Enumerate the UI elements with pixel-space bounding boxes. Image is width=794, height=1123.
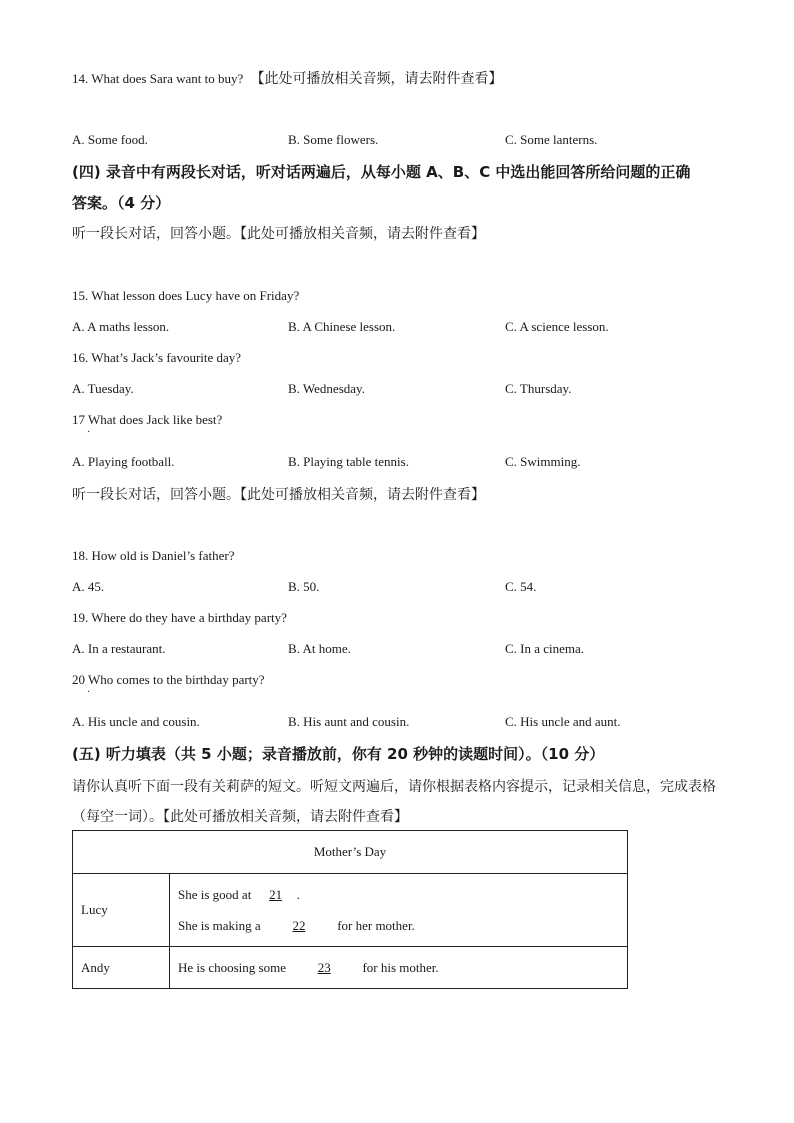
blank-21[interactable]: 21 [269, 887, 283, 902]
section-5-intro-line2: （每空一词）。【此处可播放相关音频，请去附件查看】 [72, 809, 408, 825]
section-5-heading: (五) 听力填表（共 5 小题；录音播放前，你有 20 秒钟的读题时间）。（10 分） [72, 745, 605, 763]
line-text: He is choosing some [178, 960, 290, 975]
q17-option-a: A. Playing football. [72, 454, 175, 469]
table-line [178, 879, 627, 910]
q19-option-c: C. In a cinema. [505, 641, 585, 656]
q15-option-a: A. A maths lesson. [72, 319, 170, 334]
section-4-heading-line2: 答案。（4 分） [72, 194, 171, 212]
row-name-lucy: Lucy [73, 874, 170, 947]
q19-option-a: A. In a restaurant. [72, 641, 166, 656]
row-content-andy [170, 947, 628, 989]
q20-option-b: B. His aunt and cousin. [288, 714, 410, 729]
dialogue-intro-2: 听一段长对话，回答小题。【此处可播放相关音频，请去附件查看】 [72, 487, 485, 503]
blank-23[interactable]: 23 [317, 960, 331, 975]
q16-option-b: B. Wednesday. [288, 381, 365, 396]
q20-option-a: A. His uncle and cousin. [72, 714, 200, 729]
question-14 [72, 68, 503, 88]
q17-option-b: B. Playing table tennis. [288, 454, 409, 469]
question-20: 20 Who comes to the birthday party? [72, 672, 265, 687]
blank-22[interactable]: 22 [292, 918, 306, 933]
row-content-lucy [170, 874, 628, 947]
question-17-dot-mark: · [87, 427, 91, 438]
question-19: 19. Where do they have a birthday party? [72, 610, 287, 625]
line-text: She is good at [178, 887, 255, 902]
question-14-text: 14. What does Sara want to buy? [72, 71, 244, 86]
audio-note[interactable]: 【此处可播放相关音频，请去附件查看】 [250, 71, 503, 87]
section-5-intro-line1: 请你认真听下面一段有关莉萨的短文。听短文两遍后，请你根据表格内容提示，记录相关信息，完成表格 [72, 779, 716, 795]
q14-option-b: B. Some flowers. [288, 132, 379, 147]
q17-option-c: C. Swimming. [505, 454, 581, 469]
mothers-day-table [72, 830, 628, 989]
line-text: She is making a [178, 918, 264, 933]
table-line [178, 952, 627, 983]
q14-option-a: A. Some food. [72, 132, 148, 147]
q20-option-c: C. His uncle and aunt. [505, 714, 621, 729]
q16-option-c: C. Thursday. [505, 381, 572, 396]
table-row [73, 947, 628, 989]
line-text-after: for his mother. [359, 960, 439, 975]
q16-option-a: A. Tuesday. [72, 381, 134, 396]
row-name-andy: Andy [73, 947, 170, 989]
q14-option-c: C. Some lanterns. [505, 132, 598, 147]
q18-option-a: A. 45. [72, 579, 105, 594]
section-4-heading-line1: (四) 录音中有两段长对话，听对话两遍后，从每小题 A、B、C 中选出能回答所给问题的正确 [72, 163, 691, 181]
q18-option-c: C. 54. [505, 579, 537, 594]
q19-option-b: B. At home. [288, 641, 351, 656]
q15-option-b: B. A Chinese lesson. [288, 319, 396, 334]
question-20-dot-mark: · [87, 687, 91, 698]
line-text-after: . [296, 887, 300, 902]
table-line [178, 910, 627, 941]
table-title: Mother’s Day [73, 831, 628, 874]
table-row [73, 874, 628, 947]
dialogue-intro-1: 听一段长对话，回答小题。【此处可播放相关音频，请去附件查看】 [72, 226, 485, 242]
question-17: 17 What does Jack like best? [72, 412, 223, 427]
q15-option-c: C. A science lesson. [505, 319, 609, 334]
question-15: 15. What lesson does Lucy have on Friday? [72, 288, 300, 303]
line-text-after: for her mother. [333, 918, 415, 933]
question-18: 18. How old is Daniel’s father? [72, 548, 235, 563]
question-16: 16. What’s Jack’s favourite day? [72, 350, 242, 365]
q18-option-b: B. 50. [288, 579, 320, 594]
